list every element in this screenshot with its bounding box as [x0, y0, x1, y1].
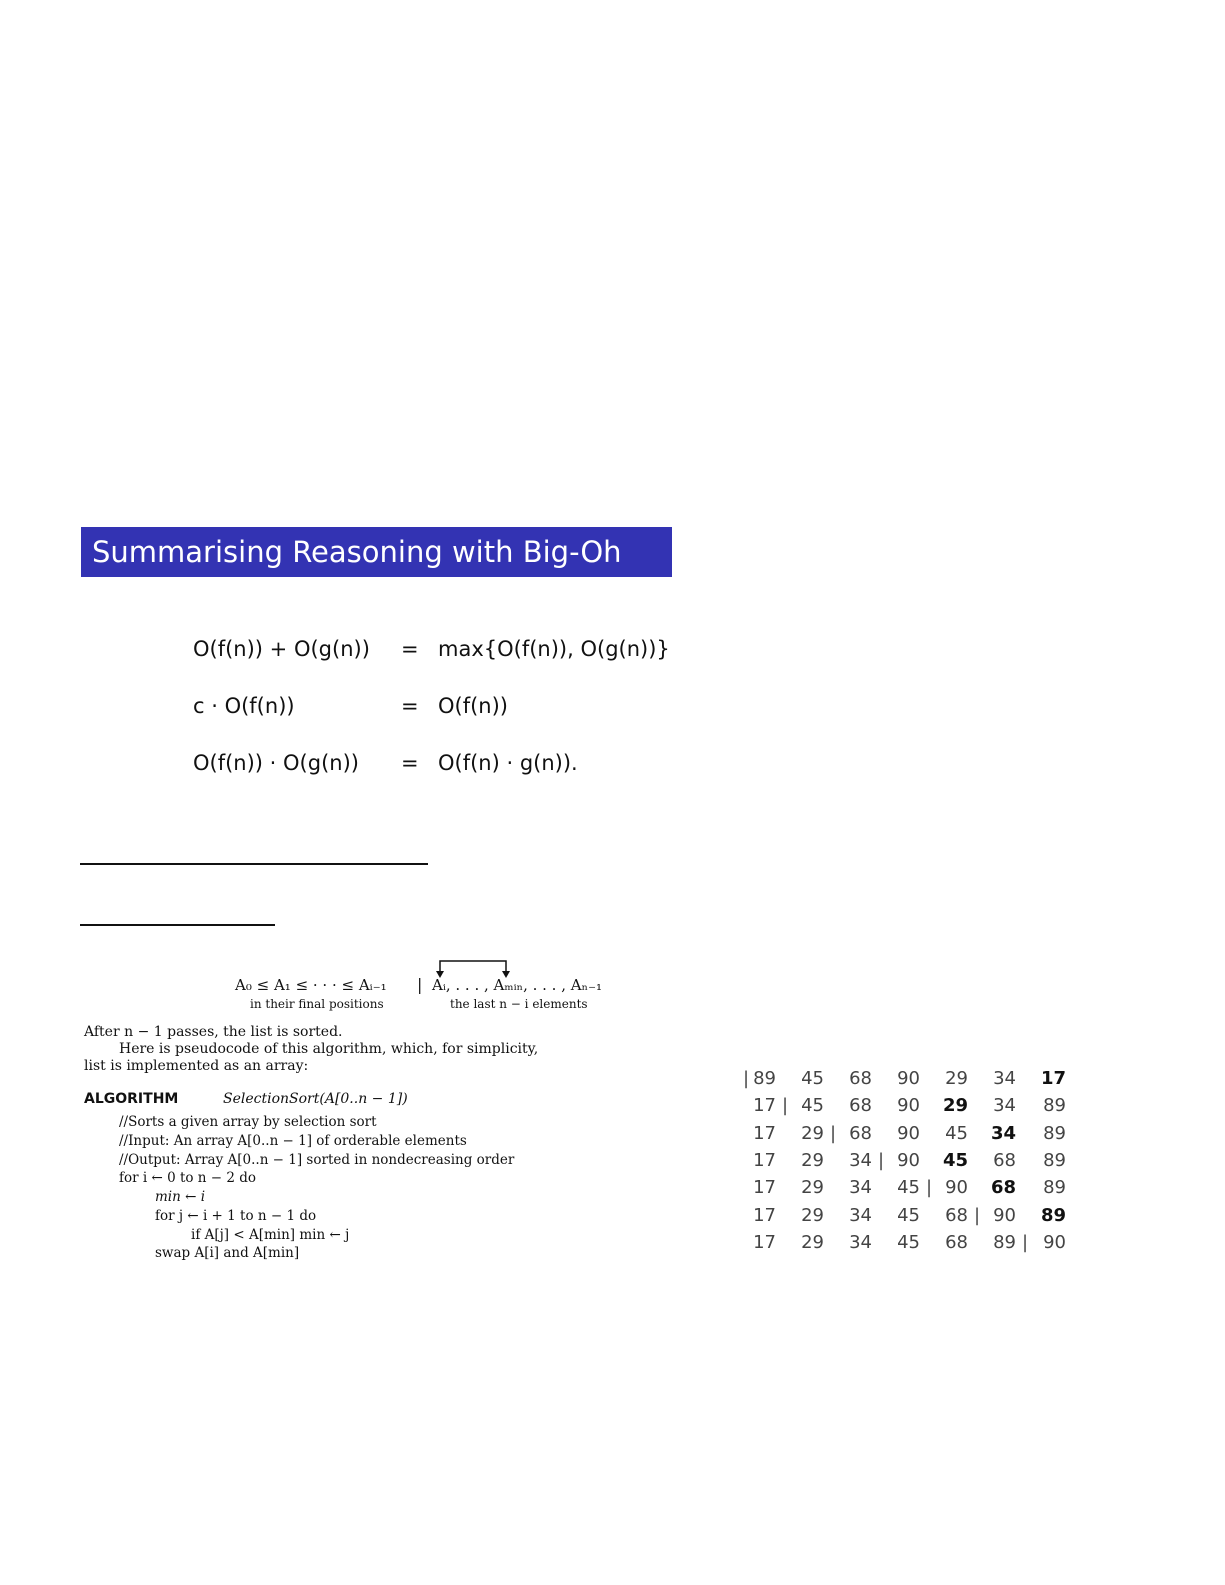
pseudocode-line: swap A[i] and A[min] [155, 1245, 300, 1261]
sort-trace-cell: 68 [849, 1095, 872, 1117]
paragraph-line: list is implemented as an array: [84, 1058, 309, 1074]
sort-trace-cell: 45 [945, 1122, 968, 1144]
sort-partition-bar: | [878, 1149, 885, 1171]
sort-trace-cell: 17 [753, 1149, 776, 1171]
diagram-left-formula: A₀ ≤ A₁ ≤ · · · ≤ Aᵢ₋₁ [235, 976, 387, 994]
diagram-right-formula: Aᵢ, . . . , Aₘᵢₙ, . . . , Aₙ₋₁ [432, 976, 603, 994]
pseudocode-line: if A[j] < A[min] min ← j [191, 1227, 350, 1243]
equation-rhs: O(f(n) · g(n)). [438, 751, 578, 775]
sort-trace-cell: 90 [897, 1068, 920, 1089]
sort-trace-cell: 89 [1043, 1122, 1066, 1144]
equation-operator: = [401, 751, 419, 775]
sort-trace-cell: 90 [945, 1177, 968, 1199]
sort-trace-cell: 29 [945, 1068, 968, 1089]
paragraph-line: After n − 1 passes, the list is sorted. [84, 1024, 343, 1040]
sort-trace-cell: 17 [1040, 1068, 1066, 1089]
sort-trace-cell: 68 [945, 1204, 968, 1226]
sort-trace-cell: 17 [753, 1204, 776, 1226]
sort-trace-cell: 89 [1040, 1204, 1066, 1226]
equation-rhs: max{O(f(n)), O(g(n))} [438, 637, 670, 661]
sort-trace-cell: 29 [801, 1231, 824, 1253]
sort-partition-bar: | [1022, 1231, 1029, 1253]
pseudocode-comment: //Sorts a given array by selection sort [119, 1114, 377, 1130]
sort-trace-cell: 45 [897, 1177, 920, 1199]
sort-trace-cell: 68 [993, 1149, 1016, 1171]
sort-trace-cell: 34 [849, 1231, 872, 1253]
pseudocode-line: min ← i [155, 1189, 206, 1205]
sort-trace-cell: 89 [753, 1068, 776, 1089]
sort-trace-cell: 45 [897, 1231, 920, 1253]
divider-rule-short [80, 924, 275, 926]
sort-partition-bar: | [830, 1122, 837, 1144]
equation-rhs: O(f(n)) [438, 694, 509, 718]
equation-operator: = [401, 637, 419, 661]
sort-trace-cell: 45 [897, 1204, 920, 1226]
sort-trace-cell: 17 [753, 1095, 776, 1117]
sort-trace-cell: 89 [1043, 1177, 1066, 1199]
sort-trace-cell: 34 [849, 1204, 872, 1226]
sort-trace-cell: 34 [993, 1068, 1016, 1089]
sort-trace-cell: 17 [753, 1231, 776, 1253]
diagram-right-caption: the last n − i elements [450, 997, 588, 1011]
sort-trace-cell: 34 [993, 1095, 1016, 1117]
equation-operator: = [401, 694, 419, 718]
sort-trace-cell: 29 [801, 1149, 824, 1171]
sort-trace-cell: 90 [1043, 1231, 1066, 1253]
diagram-left-caption: in their final positions [250, 997, 384, 1011]
sort-trace-cell: 68 [849, 1122, 872, 1144]
sort-trace-cell: 90 [993, 1204, 1016, 1226]
sort-trace-cell: 29 [801, 1177, 824, 1199]
sort-trace-cell: 45 [801, 1068, 824, 1089]
pseudocode-line: for j ← i + 1 to n − 1 do [155, 1208, 317, 1224]
sort-trace-cell: 90 [897, 1149, 920, 1171]
pseudocode-line: for i ← 0 to n − 2 do [119, 1170, 257, 1186]
divider-rule-long [80, 863, 428, 865]
slide-title: Summarising Reasoning with Big-Oh [81, 527, 672, 577]
pseudocode-comment: //Input: An array A[0..n − 1] of orderable elements [119, 1133, 467, 1149]
sort-trace-cell: 29 [942, 1095, 968, 1117]
sort-trace-cell: 89 [1043, 1149, 1066, 1171]
sort-trace-cell: 89 [993, 1231, 1016, 1253]
sort-trace-cell: 34 [849, 1149, 872, 1171]
algorithm-signature: SelectionSort(A[0..n − 1]) [223, 1091, 408, 1107]
sort-trace-cell: 89 [1043, 1095, 1066, 1117]
sort-partition-bar: | [926, 1177, 933, 1199]
sort-trace-cell: 68 [990, 1177, 1016, 1199]
sort-trace-cell: 68 [945, 1231, 968, 1253]
sort-trace-cell: 17 [753, 1122, 776, 1144]
sort-trace-cell: 29 [801, 1204, 824, 1226]
equation-lhs: O(f(n)) · O(g(n)) [193, 751, 359, 775]
sort-partition-bar: | [743, 1068, 750, 1089]
sort-trace-cell: 90 [897, 1095, 920, 1117]
equation-lhs: c · O(f(n)) [193, 694, 295, 718]
pseudocode-comment: //Output: Array A[0..n − 1] sorted in nondecreasing order [119, 1152, 515, 1168]
sort-trace-cell: 68 [849, 1068, 872, 1089]
sort-trace-cell: 34 [990, 1122, 1016, 1144]
algorithm-keyword: ALGORITHM [84, 1091, 179, 1107]
equation-lhs: O(f(n)) + O(g(n)) [193, 637, 370, 661]
sort-trace-cell: 29 [801, 1122, 824, 1144]
sort-trace-cell: 45 [942, 1149, 968, 1171]
sort-partition-bar: | [782, 1095, 789, 1117]
sort-partition-bar: | [974, 1204, 981, 1226]
sort-trace-cell: 17 [753, 1177, 776, 1199]
diagram-separator: | [417, 975, 423, 994]
sort-trace-cell: 90 [897, 1122, 920, 1144]
sort-trace-cell: 34 [849, 1177, 872, 1199]
paragraph-line: Here is pseudocode of this algorithm, which, for simplicity, [119, 1041, 539, 1057]
sort-trace-cell: 45 [801, 1095, 824, 1117]
